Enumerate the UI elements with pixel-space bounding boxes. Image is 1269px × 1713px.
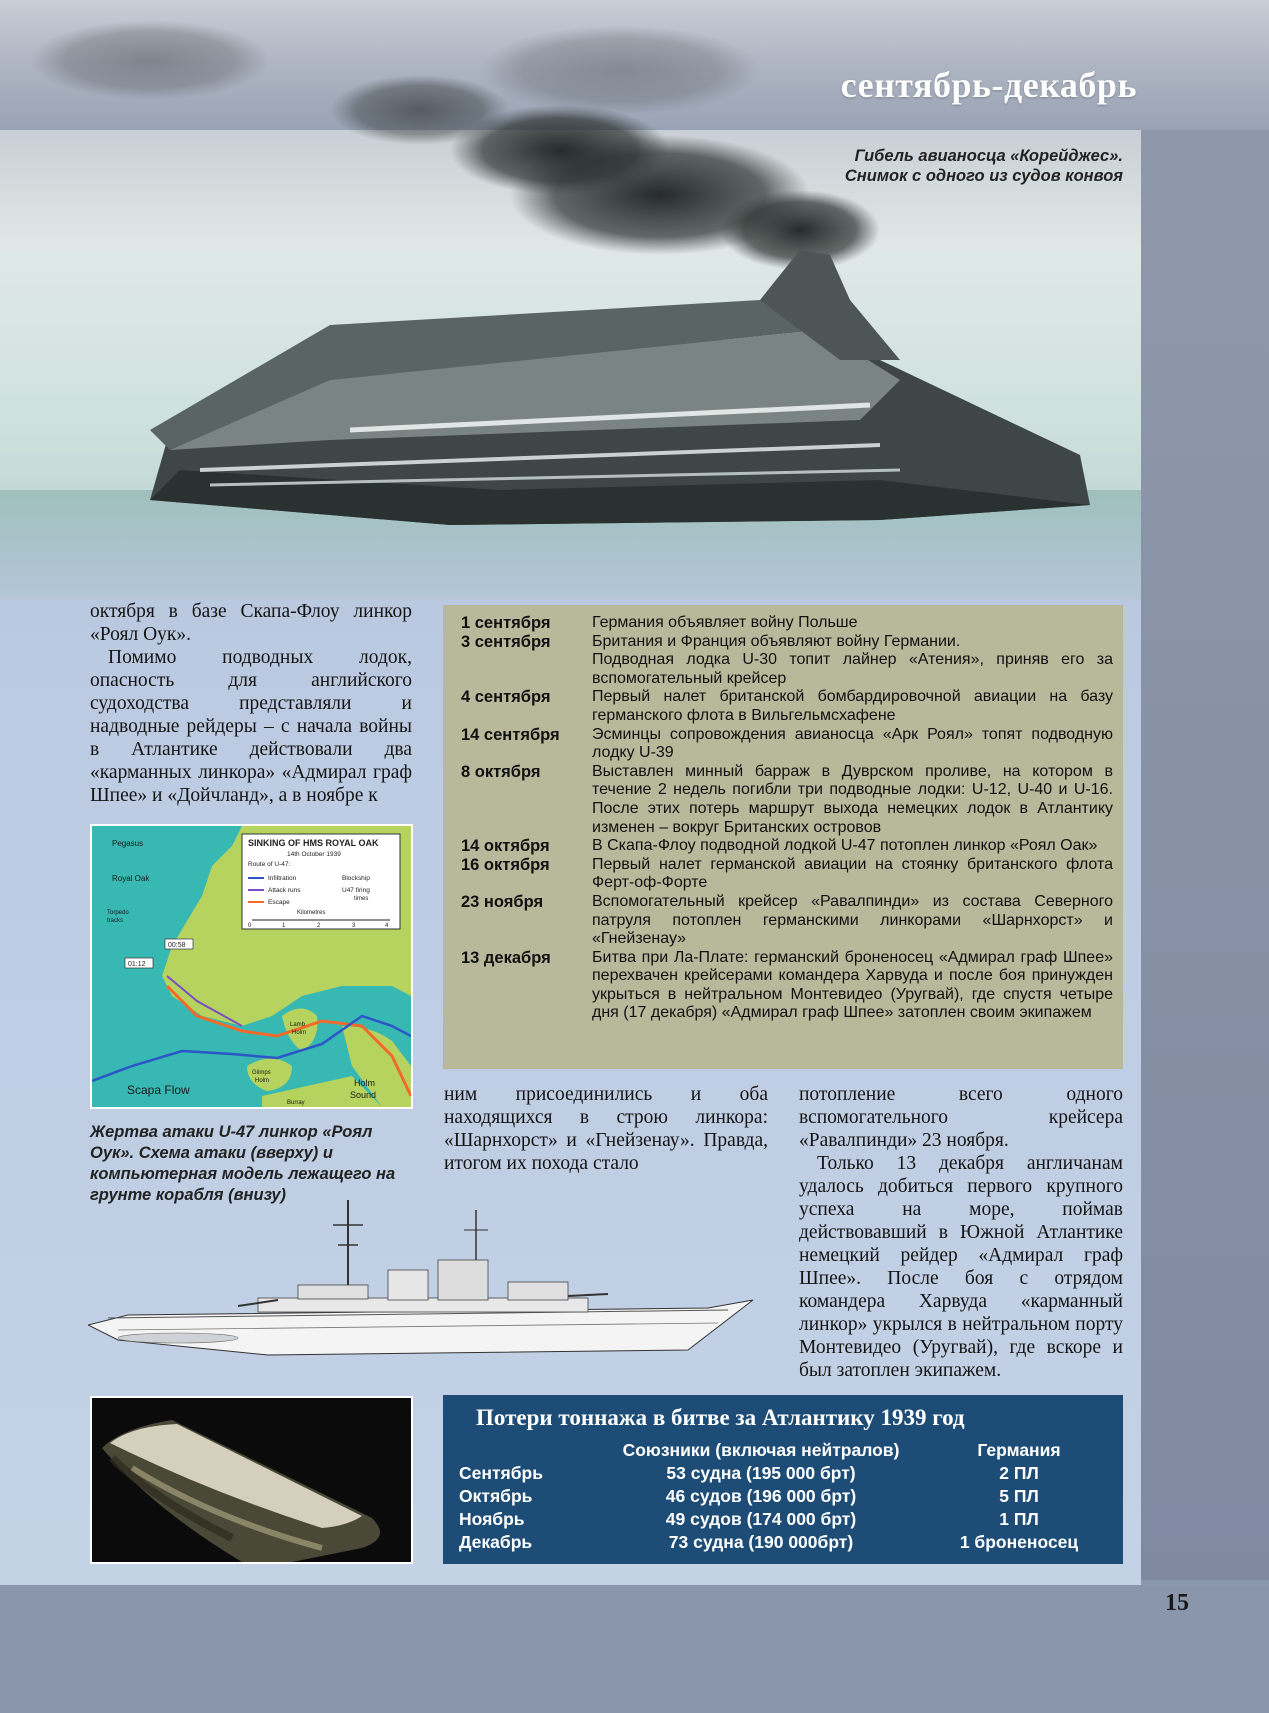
allies-cell: 53 судна (195 000 брт) — [666, 1463, 856, 1483]
chronology-text: Вспомогательный крейсер «Равалпинди» из состава Северного патруля потоплен германскими линкорами «Шарнхорст» и «Гнейзенау» — [592, 892, 1113, 948]
header-cell: Германия — [977, 1440, 1061, 1460]
chronology-text: Эсминцы сопровождения авианосца «Арк Роял» топят подводную лодку U-39 — [592, 725, 1113, 762]
germany-cell: 1 ПЛ — [999, 1509, 1039, 1529]
table-row — [459, 1531, 1109, 1554]
chronology-text: Битва при Ла-Плате: германский броненосец «Адмирал граф Шпее» перехвачен крейсерами командера Харвуда и после боя принужден укрыться в нейтральном Монтевидео (Уругвай), где спустя четыре дня (17 декабря) «Адмирал граф Шпее» затоплен своим экипажем — [592, 948, 1113, 1022]
label-holm-sound: Holm — [354, 1078, 376, 1088]
chronology-entry — [461, 614, 1113, 633]
table-header-row — [459, 1439, 1109, 1462]
allies-cell: 49 судов (174 000 брт) — [665, 1509, 857, 1529]
map-route-heading: Route of U-47: — [248, 861, 291, 868]
chronology-entry — [461, 837, 1113, 856]
chronology-date: 1 сентября — [461, 614, 551, 632]
chronology-date: 13 декабря — [461, 948, 551, 967]
allies-cell: 46 судов (196 000 брт) — [665, 1486, 857, 1506]
table-row — [459, 1462, 1109, 1485]
chronology-text: Британия и Франция объявляют войну Германии. — [592, 632, 961, 650]
chronology-text: Германия объявляет войну Польше — [592, 614, 858, 631]
legend-attack-runs: Attack runs — [268, 887, 301, 894]
text-column-1 — [90, 600, 412, 807]
label-lamb-holm: Lamb — [290, 1022, 306, 1028]
photo-caption-line: Гибель авианосца «Корейджес». — [854, 147, 1123, 165]
paragraph: ним присоединились и оба находящихся в строю линкора: «Шарнхорст» и «Гнейзенау». Правда, итогом их похода стало — [444, 1084, 768, 1174]
chronology-entry — [461, 651, 1113, 688]
time-label: 00:58 — [168, 942, 186, 949]
time-label: 01:12 — [128, 961, 146, 968]
legend-infiltration: Infiltration — [268, 875, 297, 882]
label-glimps-holm: Glimps — [252, 1070, 271, 1076]
chronology-date: 14 сентября — [461, 725, 560, 744]
page-number: 15 — [1165, 1590, 1189, 1616]
chronology-date: 14 октября — [461, 837, 550, 856]
label-scapa-flow: Scapa Flow — [127, 1083, 190, 1097]
legend-firing-times: times — [354, 896, 369, 902]
label-burray: Burray — [287, 1100, 305, 1106]
chronology-date — [461, 651, 592, 688]
month-cell: Ноябрь — [459, 1509, 525, 1529]
losses-grid — [459, 1439, 1109, 1554]
scale-label: Kilometres — [297, 910, 326, 916]
label-royal-oak: Royal Oak — [112, 874, 150, 883]
legend-blockship: Blockship — [342, 875, 370, 882]
paragraph: Только 13 декабря англичанам удалось добиться первого крупного успеха на море, поймав действовавший в Южной Атлантике немецкий рейдер «Адмирал граф Шпее». После боя с отрядом командера Харвуда «карманный линкор» укрылся в нейтральном порту Монтевидео (Уругвай), где вскоре и был затоплен экипажем. — [799, 1153, 1123, 1381]
paragraph: октября в базе Скапа-Флоу линкор «Роял Оук». — [90, 601, 412, 645]
month-cell: Октябрь — [459, 1486, 533, 1506]
map-title: SINKING OF HMS ROYAL OAK — [248, 838, 379, 848]
label-glimps-holm: Holm — [255, 1078, 270, 1084]
chronology-text: Подводная лодка U-30 топит лайнер «Атения», приняв его за вспомогательный крейсер — [592, 651, 1113, 687]
germany-cell: 5 ПЛ — [999, 1486, 1039, 1506]
label-torpedo: tracks — [107, 918, 124, 924]
chronology-text: Выставлен минный барраж в Дуврском проливе, на котором в течение 2 недель погибли три подводные лодки: U-12, U-40 и U-16. После этих потерь маршрут выхода немецких лодок в Атлантику изменен – вокруг Британских островов — [592, 762, 1113, 836]
wreck-3d-model-image — [90, 1396, 413, 1564]
header-cell — [459, 1439, 593, 1462]
month-cell: Декабрь — [459, 1532, 533, 1552]
table-row — [459, 1508, 1109, 1531]
legend-escape: Escape — [268, 899, 290, 906]
chronology-entry — [461, 949, 1113, 1023]
scale-tick: 0 — [248, 923, 252, 929]
photo-caption-line: Снимок с одного из судов конвоя — [844, 167, 1123, 185]
germany-cell: 1 броненосец — [959, 1532, 1079, 1552]
royal-oak-attack-map — [90, 824, 413, 1109]
chronology-entry — [461, 726, 1113, 763]
month-cell: Сентябрь — [459, 1463, 543, 1483]
chronology-date: 23 ноября — [461, 892, 544, 911]
chronology-date: 4 сентября — [461, 688, 551, 707]
chronology-date: 16 октября — [461, 855, 550, 874]
paragraph: Помимо подводных лодок, опасность для английского судоходства представляли и надводные рейдеры – с начала войны в Атлантике действовали два «карманных линкора» «Адмирал граф Шпее» и «Дойчланд», а в ноябре к — [90, 647, 412, 806]
chronology-text: Первый налет британской бомбардировочной авиации на базу германского флота в Вильгельмсхафене — [592, 688, 1113, 724]
chronology-date: 3 сентября — [461, 632, 551, 651]
scale-tick: 3 — [352, 923, 356, 929]
losses-title: Потери тоннажа в битве за Атлантику 1939 год — [476, 1405, 965, 1430]
label-pegasus: Pegasus — [112, 839, 144, 848]
bottom-background — [0, 1585, 1269, 1713]
chronology-entry — [461, 856, 1113, 893]
label-lamb-holm: Holm — [292, 1030, 307, 1036]
label-holm-sound: Sound — [350, 1090, 377, 1100]
map-date: 14th October 1939 — [287, 851, 341, 858]
chronology-text: В Скапа-Флоу подводной лодкой U-47 потоплен линкор «Роял Оак» — [592, 837, 1098, 855]
chronology-entry — [461, 893, 1113, 949]
label-torpedo: Torpedo — [107, 910, 129, 916]
chronology-box — [443, 605, 1123, 1069]
chronology-entry — [461, 763, 1113, 837]
paragraph: потопление всего одного вспомогательного крейсера «Равалпинди» 23 ноября. — [799, 1084, 1123, 1151]
text-column-3 — [799, 1083, 1123, 1382]
scale-tick: 2 — [317, 923, 321, 929]
chronology-date: 8 октября — [461, 762, 541, 781]
scale-tick: 4 — [385, 923, 389, 929]
battleship-drawing — [88, 1190, 768, 1390]
section-title: сентябрь-декабрь — [840, 65, 1137, 105]
chronology-entry — [461, 688, 1113, 725]
legend-firing: U47 firing — [342, 887, 370, 894]
table-row — [459, 1485, 1109, 1508]
scale-tick: 1 — [282, 923, 286, 929]
text-column-2 — [444, 1083, 768, 1175]
chronology-entry — [461, 633, 1113, 652]
tonnage-losses-table — [443, 1395, 1123, 1564]
photo-caption — [683, 146, 1123, 186]
chronology-text: Первый налет германской авиации на стоянку британского флота Ферт-оф-Форте — [592, 855, 1113, 892]
allies-cell: 73 судна (190 000брт) — [668, 1532, 854, 1552]
map-caption: Жертва атаки U-47 линкор «Роял Оук». Схема атаки (вверху) и компьютерная модель лежащего на грунте корабля (внизу) — [90, 1123, 396, 1204]
header-cell: Союзники (включая нейтралов) — [622, 1440, 900, 1460]
germany-cell: 2 ПЛ — [999, 1463, 1039, 1483]
